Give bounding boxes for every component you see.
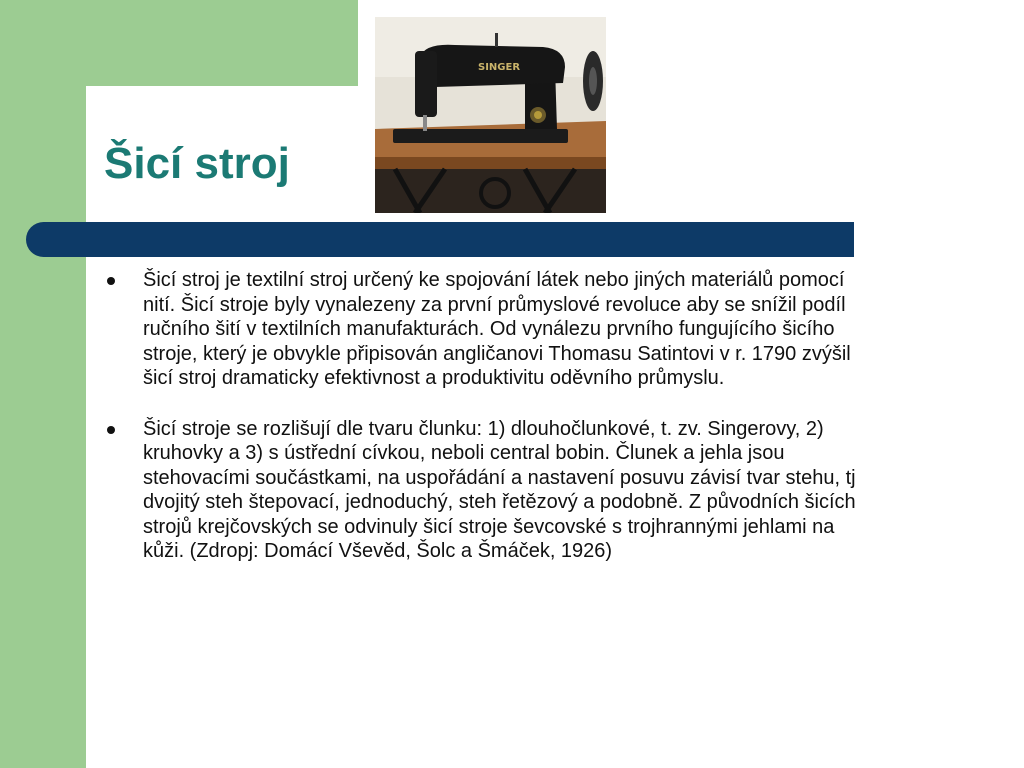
slide-title: Šicí stroj <box>104 139 290 188</box>
title-divider-bar <box>26 222 854 257</box>
bullet-list <box>102 268 872 564</box>
bullet-item <box>102 417 872 564</box>
bullet-text: Šicí stroje se rozlišují dle tvaru člunku: 1) dlouhočlunkové, t. zv. Singerovy, 2) kruhovky a 3) s ústřední cívkou, neboli central bobin. Člunek a jehla jsou stehovacími součástkami, na uspořádání a nastavení posuvu závisí tvar stehu, tj dvojitý steh štepovací, jednoduchý, steh řetězový a podobně. Z původních šicích strojů krejčovských se odvinuly šicí stroje ševcovské s trojhrannými jehlami na kůži. (Zdropj: Domácí Vševěd, Šolc a Šmáček, 1926) <box>143 417 856 562</box>
sewing-machine-photo <box>375 17 606 213</box>
bullet-icon <box>107 277 115 285</box>
green-top-band <box>0 0 358 86</box>
brand-text: SINGER <box>478 62 521 73</box>
bullet-text: Šicí stroj je textilní stroj určený ke spojování látek nebo jiných materiálů pomocí nití. Šicí stroje byly vynalezeny za první průmyslové revoluce aby se snížil podíl ručního šití v textilních manufakturách. Od vynálezu prvního fungujícího šicího stroje, který je obvykle připisován angličanovi Thomasu Satintovi v r. 1790 zvýšil šicí stroj dramaticky efektivnost a produktivitu oděvního průmyslu. <box>143 269 851 389</box>
bullet-icon <box>107 426 115 434</box>
bullet-item <box>102 268 872 391</box>
green-sidebar <box>0 0 86 768</box>
